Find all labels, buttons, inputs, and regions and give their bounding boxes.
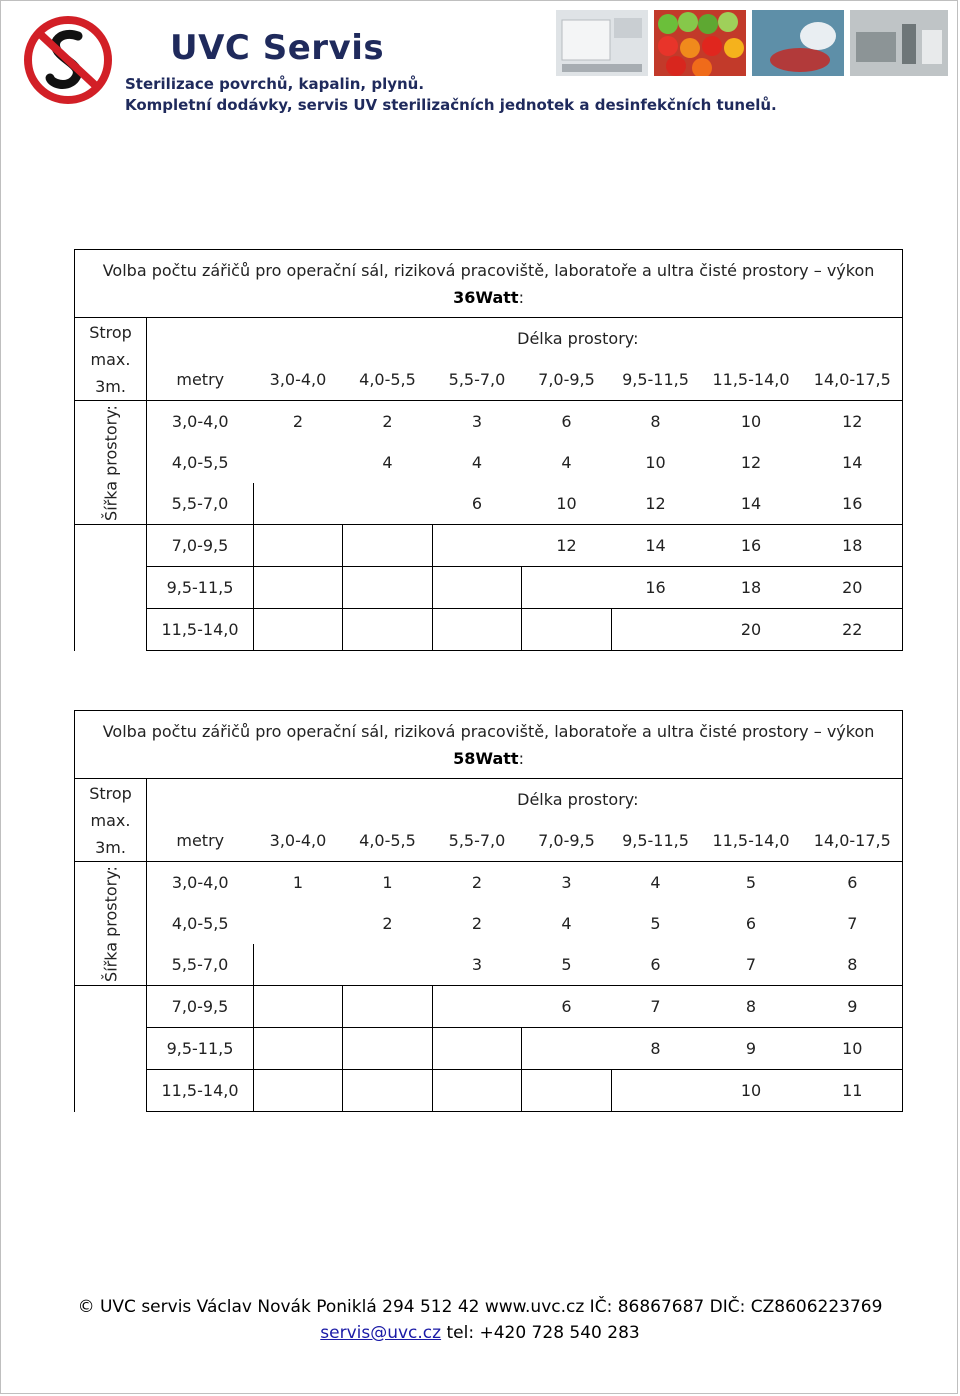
row-label: 3,0-4,0 — [147, 401, 254, 443]
cell — [433, 1070, 522, 1112]
email-link[interactable]: servis@uvc.cz — [320, 1323, 442, 1343]
cell — [343, 1070, 433, 1112]
cell — [433, 567, 522, 609]
cell: 16 — [612, 567, 700, 609]
phone-text: tel: +420 728 540 283 — [441, 1323, 640, 1343]
cell: 5 — [700, 862, 803, 904]
cell: 20 — [803, 567, 903, 609]
row-label: 9,5-11,5 — [147, 567, 254, 609]
cell: 20 — [700, 609, 803, 651]
col-header: 11,5-14,0 — [700, 820, 803, 862]
cell: 8 — [700, 986, 803, 1028]
col-header: 7,0-9,5 — [522, 820, 612, 862]
uvc-logo-icon — [22, 14, 114, 106]
brand-tagline-2: Kompletní dodávky, servis UV sterilizačních jednotek a desinfekčních tunelů. — [125, 96, 777, 114]
cell: 12 — [522, 525, 612, 567]
cell — [522, 567, 612, 609]
sirka-spacer — [75, 525, 147, 651]
table-row — [75, 903, 903, 944]
cell — [612, 609, 700, 651]
cell — [254, 986, 343, 1028]
cell: 4 — [561, 453, 572, 472]
cell: 7 — [803, 903, 903, 944]
caption-text: Volba počtu zářičů pro operační sál, riziková pracoviště, laboratoře a ultra čisté prostory – výkon — [102, 721, 875, 741]
table-36watt — [74, 249, 903, 651]
cell: 2 — [471, 914, 483, 933]
cell: 16 — [700, 525, 803, 567]
row-label: 5,5-7,0 — [147, 944, 254, 986]
footer-line-2 — [0, 1323, 960, 1343]
cell — [254, 1070, 343, 1112]
cell: 12 — [612, 483, 700, 525]
cell: 14 — [700, 483, 803, 525]
cell — [254, 483, 343, 525]
table-row — [75, 525, 903, 567]
table-row — [75, 442, 903, 483]
cell — [254, 442, 343, 483]
cell: 6 — [803, 862, 903, 904]
cell: 6 — [745, 914, 757, 933]
cell — [433, 986, 522, 1028]
sirka-label: Šířka prostory: — [101, 404, 120, 521]
cell — [343, 483, 433, 525]
cell: 12 — [803, 401, 903, 443]
cell — [254, 944, 343, 986]
cell: 1 — [254, 862, 343, 904]
brand-tagline-1: Sterilizace povrchů, kapalin, plynů. — [125, 75, 425, 93]
cell: 10 — [645, 453, 666, 472]
cell: 14 — [612, 525, 700, 567]
col-header: 7,0-9,5 — [522, 359, 612, 401]
cell — [254, 567, 343, 609]
metry-label: metry — [147, 820, 254, 862]
metry-label: metry — [147, 359, 254, 401]
table-row — [75, 944, 903, 986]
cell: 7 — [700, 944, 803, 986]
row-label: 5,5-7,0 — [147, 483, 254, 525]
cell: 10 — [803, 1028, 903, 1070]
cell: 10 — [522, 483, 612, 525]
row-label: 7,0-9,5 — [147, 525, 254, 567]
cell: 11 — [803, 1070, 903, 1112]
col-header: 5,5-7,0 — [433, 359, 522, 401]
cell: 22 — [803, 609, 903, 651]
header-photo-strip — [556, 10, 948, 76]
col-header: 4,0-5,5 — [343, 359, 433, 401]
cell: 3 — [433, 944, 522, 986]
cell: 10 — [700, 1070, 803, 1112]
cell — [254, 903, 343, 944]
delka-label: Délka prostory: — [254, 779, 903, 821]
header-spacer — [147, 779, 254, 821]
col-header: 3,0-4,0 — [254, 820, 343, 862]
cell: 9 — [700, 1028, 803, 1070]
row-label: 9,5-11,5 — [147, 1028, 254, 1070]
table-row — [75, 986, 903, 1028]
col-header: 11,5-14,0 — [700, 359, 803, 401]
header-spacer — [147, 318, 254, 360]
table-row — [75, 567, 903, 609]
table-row — [75, 483, 903, 525]
cell: 2 — [343, 401, 433, 443]
cell: 2 — [433, 862, 522, 904]
strop-label: Strop max. 3m. — [75, 779, 147, 862]
cell: 9 — [803, 986, 903, 1028]
table-row — [75, 609, 903, 651]
cell: 5 — [650, 914, 661, 933]
cell — [254, 525, 343, 567]
cell — [433, 525, 522, 567]
cell: 10 — [700, 401, 803, 443]
cell: 6 — [522, 986, 612, 1028]
row-label: 11,5-14,0 — [147, 1070, 254, 1112]
cell: 7 — [612, 986, 700, 1028]
cell: 3 — [522, 862, 612, 904]
cell: 1 — [343, 862, 433, 904]
brand-title: UVC Servis — [170, 28, 385, 68]
sirka-cell — [75, 862, 147, 986]
cell: 4 — [382, 453, 393, 472]
caption-power: 36Watt — [453, 287, 519, 307]
cell: 3 — [433, 401, 522, 443]
col-header: 3,0-4,0 — [254, 359, 343, 401]
cell: 18 — [803, 525, 903, 567]
cell — [343, 944, 433, 986]
cell — [254, 609, 343, 651]
cell: 6 — [612, 944, 700, 986]
cell: 14 — [803, 442, 903, 483]
table-row — [75, 862, 903, 904]
cell: 5 — [522, 944, 612, 986]
cell: 2 — [382, 914, 393, 933]
cell: 8 — [612, 401, 700, 443]
col-header: 14,0-17,5 — [803, 820, 903, 862]
cell — [612, 1070, 700, 1112]
cell — [433, 609, 522, 651]
cell — [343, 609, 433, 651]
cell: 16 — [803, 483, 903, 525]
cell: 12 — [740, 453, 762, 472]
cell: 6 — [433, 483, 522, 525]
row-label: 4,0-5,5 — [147, 442, 254, 483]
cell — [343, 525, 433, 567]
caption-colon: : — [518, 287, 524, 307]
col-header: 14,0-17,5 — [803, 359, 903, 401]
cell: 2 — [254, 401, 343, 443]
delka-label: Délka prostory: — [254, 318, 903, 360]
cell — [433, 1028, 522, 1070]
table-caption — [75, 250, 903, 318]
col-header: 9,5-11,5 — [612, 820, 700, 862]
table-row — [75, 1028, 903, 1070]
cell — [522, 1070, 612, 1112]
row-label: 7,0-9,5 — [147, 986, 254, 1028]
cell: 18 — [700, 567, 803, 609]
table-58watt — [74, 710, 903, 1112]
strop-label: Strop max. 3m. — [75, 318, 147, 401]
sirka-label: Šířka prostory: — [101, 865, 120, 982]
cell — [343, 986, 433, 1028]
cell — [343, 567, 433, 609]
row-label: 11,5-14,0 — [147, 609, 254, 651]
table-caption — [75, 711, 903, 779]
cell: 4 — [612, 862, 700, 904]
col-header: 9,5-11,5 — [612, 359, 700, 401]
cell — [522, 1028, 612, 1070]
row-label: 3,0-4,0 — [147, 862, 254, 904]
cell — [522, 609, 612, 651]
cell — [254, 1028, 343, 1070]
cell — [343, 1028, 433, 1070]
caption-colon: : — [518, 748, 524, 768]
sirka-spacer — [75, 986, 147, 1112]
row-label: 4,0-5,5 — [147, 903, 254, 944]
cell: 8 — [612, 1028, 700, 1070]
cell: 6 — [522, 401, 612, 443]
table-row — [75, 401, 903, 443]
table-row — [75, 1070, 903, 1112]
footer-contact: © UVC servis Václav Novák Poniklá 294 512 42 www.uvc.cz IČ: 86867687 DIČ: CZ8606223769 — [77, 1297, 883, 1317]
sirka-cell — [75, 401, 147, 525]
col-header: 5,5-7,0 — [433, 820, 522, 862]
caption-text: Volba počtu zářičů pro operační sál, riziková pracoviště, laboratoře a ultra čisté prostory – výkon — [102, 260, 875, 280]
caption-power: 58Watt — [453, 748, 519, 768]
cell: 4 — [561, 914, 572, 933]
cell: 4 — [471, 453, 483, 472]
col-header: 4,0-5,5 — [343, 820, 433, 862]
cell: 8 — [803, 944, 903, 986]
